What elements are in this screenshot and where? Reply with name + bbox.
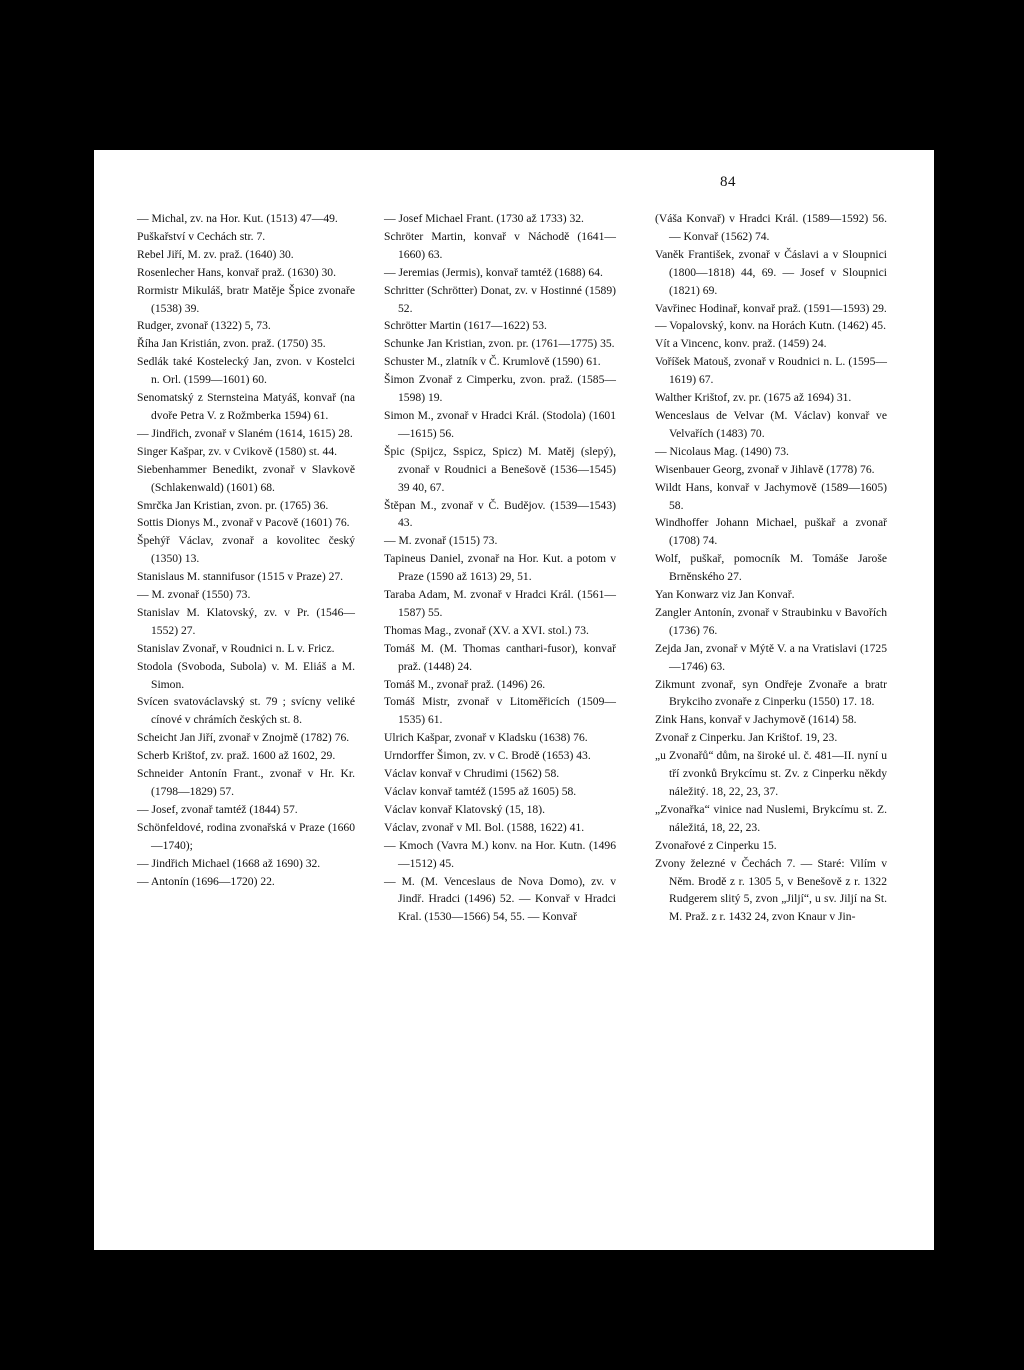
index-entry: Rudger, zvonař (1322) 5, 73. (137, 319, 271, 333)
index-entry: Zangler Antonín, zvonař v Straubinku v Bavořích (1736) 76. (655, 605, 887, 637)
index-entry: Rormistr Mikuláš, bratr Matěje Špice zvonaře (1538) 39. (137, 283, 355, 315)
index-entry: Windhoffer Johann Michael, puškař a zvonař (1708) 74. (655, 516, 887, 548)
index-entry: „Zvonařka“ vinice nad Nuslemi, Brykcímu st. Z. náležitá, 18, 22, 23. (655, 802, 887, 834)
index-entry: Tomáš M. (M. Thomas canthari-fusor), konvař praž. (1448) 24. (384, 641, 616, 673)
index-entry: Puškařství v Cechách str. 7. (137, 229, 266, 243)
index-entry: (Váša Konvař) v Hradci Král. (1589—1592) 56. — Konvař (1562) 74. (655, 212, 887, 243)
index-entry: Ulrich Kašpar, zvonař v Kladsku (1638) 76. (384, 731, 588, 745)
index-entry: Wisenbauer Georg, zvonař v Jihlavě (1778) 76. (655, 462, 875, 476)
index-entry: Stodola (Svoboda, Subola) v. M. Eliáš a M. Simon. (137, 659, 355, 691)
index-entry: Smrčka Jan Kristian, zvon. pr. (1765) 36. (137, 498, 329, 512)
index-entry: Zejda Jan, zvonař v Mýtě V. a na Vratislavi (1725—1746) 63. (655, 641, 887, 673)
index-entry: Voříšek Matouš, zvonař v Roudnici n. L. (1595—1619) 67. (655, 355, 887, 387)
index-entry: Svícen svatováclavský st. 79 ; svícny veliké cínové v chrámích českých st. 8. (137, 695, 355, 727)
index-entry: Rosenlecher Hans, konvař praž. (1630) 30. (137, 265, 336, 279)
index-entry: Taraba Adam, M. zvonař v Hradci Král. (1561—1587) 55. (384, 588, 616, 619)
index-entry: Schritter (Schrötter) Donat, zv. v Hostinné (1589) 52. (384, 283, 616, 315)
index-entry: Walther Krištof, zv. pr. (1675 až 1694) 31. (655, 391, 852, 405)
index-entry: Thomas Mag., zvonař (XV. a XVI. stol.) 73. (384, 623, 589, 637)
index-entry: Stanislaus M. stannifusor (1515 v Praze) 27. (137, 570, 344, 584)
index-entry: Štěpan M., zvonař v Č. Budějov. (1539—1543) 43. (384, 498, 616, 530)
index-entry: Simon M., zvonař v Hradci Král. (Stodola) (1601—1615) 56. (384, 408, 616, 440)
index-entry: Wildt Hans, konvař v Jachymově (1589—1605) 58. (655, 480, 887, 512)
index-entry: Sedlák také Kostelecký Jan, zvon. v Kostelci n. Orl. (1599—1601) 60. (137, 355, 355, 387)
index-entry: Siebenhammer Benedikt, zvonař v Slavkově (Schlakenwald) (1601) 68. (137, 462, 355, 494)
index-column-3 (655, 210, 887, 926)
index-entry: — M. zvonař (1550) 73. (137, 588, 251, 602)
index-entry: Wolf, puškař, pomocník M. Tomáše Jaroše Brněnského 27. (655, 552, 887, 584)
index-entry: — Nicolaus Mag. (1490) 73. (655, 444, 789, 458)
index-entry: Schröter Martin, konvař v Náchodě (1641—1660) 63. (384, 229, 616, 261)
index-entry: — M. (M. Venceslaus de Nova Domo), zv. v Jindř. Hradci (1496) 52. — Konvař v Hradci Kral. (1530—1566) 54, 55. — Konvař (384, 874, 616, 924)
index-entry: — Josef Michael Frant. (1730 až 1733) 32. (384, 212, 584, 225)
index-entry: Wenceslaus de Velvar (M. Václav) konvař ve Velvařích (1483) 70. (655, 408, 887, 440)
index-entry: — Josef, zvonař tamtéž (1844) 57. (137, 802, 298, 816)
index-entry: Urndorffer Šimon, zv. v C. Brodě (1653) 43. (384, 749, 591, 763)
index-entry: Špehýř Václav, zvonař a kovolitec český (1350) 13. (137, 534, 355, 566)
index-entry: — Jindřich, zvonař v Slaném (1614, 1615) 28. (137, 426, 353, 440)
index-entry: Špic (Spijcz, Sspicz, Spicz) M. Matěj (slepý), zvonař v Roudnici a Benešově (1536—1545) 39 40, 67. (384, 444, 616, 494)
index-entry: Schuster M., zlatník v Č. Krumlově (1590) 61. (384, 355, 601, 369)
index-entry: Scherb Krištof, zv. praž. 1600 až 1602, 29. (137, 749, 336, 763)
index-entry: Tomáš Mistr, zvonař v Litoměřicích (1509—1535) 61. (384, 695, 616, 727)
index-entry: Singer Kašpar, zv. v Cvikově (1580) st. 44. (137, 444, 338, 458)
index-entry: Říha Jan Kristián, zvon. praž. (1750) 35. (137, 337, 326, 351)
index-column-1 (137, 210, 355, 890)
index-column-2 (384, 210, 616, 926)
index-entry: Vaněk František, zvonař v Čáslavi a v Sloupnici (1800—1818) 44, 69. — Josef v Sloupnici (1821) 69. (655, 247, 887, 297)
index-entry: Zvonař z Cinperku. Jan Krištof. 19, 23. (655, 731, 838, 745)
index-entry: Senomatský z Sternsteina Matyáš, konvař (na dvoře Petra V. z Rožmberka 1594) 61. (137, 391, 355, 422)
index-entry: Yan Konwarz viz Jan Konvař. (655, 588, 795, 602)
index-entry: Schneider Antonín Frant., zvonař v Hr. Kr. (1798—1829) 57. (137, 767, 355, 798)
index-entry: Schönfeldové, rodina zvonařská v Praze (1660—1740); (137, 820, 355, 852)
index-entry: Schunke Jan Kristian, zvon. pr. (1761—1775) 35. (384, 337, 615, 351)
index-entry: Václav konvař tamtéž (1595 až 1605) 58. (384, 785, 577, 798)
index-entry: — Antonín (1696—1720) 22. (137, 874, 275, 888)
index-entry: — Jeremias (Jermis), konvař tamtéž (1688) 64. (384, 265, 603, 279)
index-entry: Stanislav Zvonař, v Roudnici n. L v. Fricz. (137, 641, 335, 655)
index-entry: Václav, zvonař v Ml. Bol. (1588, 1622) 41. (384, 820, 585, 834)
index-entry: Scheicht Jan Jiří, zvonař v Znojmě (1782) 76. (137, 731, 350, 745)
index-entry: Václav konvař v Chrudimi (1562) 58. (384, 767, 560, 781)
index-entry: — Vopalovský, konv. na Horách Kutn. (1462) 45. (655, 319, 886, 333)
index-entry: Zvonařové z Cinperku 15. (655, 838, 777, 852)
index-entry: Václav konvař Klatovský (15, 18). (384, 802, 545, 816)
index-entry: Tomáš M., zvonař praž. (1496) 26. (384, 677, 546, 691)
index-entry: Schrötter Martin (1617—1622) 53. (384, 319, 547, 333)
index-entry: Sottis Dionys M., zvonař v Pacově (1601) 76. (137, 516, 350, 530)
index-entry: Zvony železné v Čechách 7. — Staré: Vilím v Něm. Brodě z r. 1305 5, v Benešově z r. 1322 Rudgerem slitý 5, zvon „Jiljí“, u sv. Jiljí na St. M. Praž. z r. 1432 24, zvon Knaur v Jin- (655, 856, 887, 924)
index-entry: Zink Hans, konvař v Jachymově (1614) 58. (655, 713, 857, 727)
index-entry: Vavřinec Hodinař, konvař praž. (1591—1593) 29. (655, 301, 887, 315)
index-entry: — M. zvonař (1515) 73. (384, 534, 498, 548)
index-entry: Šimon Zvonař z Cimperku, zvon. praž. (1585—1598) 19. (384, 373, 616, 405)
index-entry: „u Zvonařů“ dům, na široké ul. č. 481—II. nyní u tří zvonků Brykcímu st. Zv. z Cinperku někdy náležitý. 18, 22, 23, 37. (655, 749, 887, 798)
index-entry: Rebel Jiří, M. zv. praž. (1640) 30. (137, 247, 294, 261)
index-entry: Vít a Vincenc, konv. praž. (1459) 24. (655, 337, 827, 351)
index-entry: Stanislav M. Klatovský, zv. v Pr. (1546—1552) 27. (137, 605, 355, 637)
index-entry: — Michal, zv. na Hor. Kut. (1513) 47—49. (137, 212, 338, 225)
index-entry: — Jindřich Michael (1668 až 1690) 32. (137, 856, 321, 870)
index-entry: — Kmoch (Vavra M.) konv. na Hor. Kutn. (1496—1512) 45. (384, 838, 616, 870)
index-entry: Zikmunt zvonař, syn Ondřeje Zvonaře a bratr Brykciho zvonaře z Cinperku (1550) 17. 18. (655, 677, 887, 709)
index-entry: Tapineus Daniel, zvonař na Hor. Kut. a potom v Praze (1590 až 1613) 29, 51. (384, 552, 616, 584)
page-number: 84 (720, 174, 736, 190)
